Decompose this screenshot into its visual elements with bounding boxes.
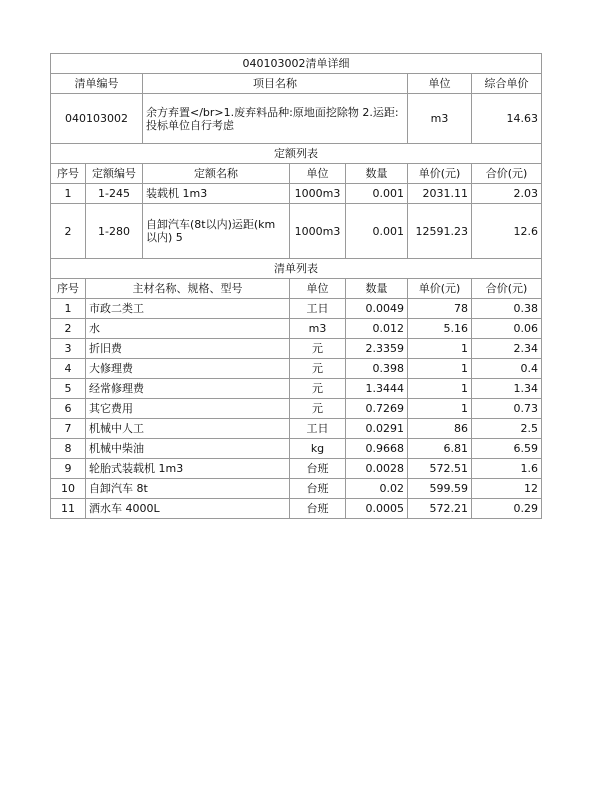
material-name: 机械中人工 — [86, 419, 290, 439]
material-qty: 0.012 — [346, 319, 408, 339]
material-qty: 2.3359 — [346, 339, 408, 359]
material-no: 9 — [51, 459, 86, 479]
material-total: 0.29 — [472, 499, 542, 519]
material-unit: m3 — [290, 319, 346, 339]
material-name: 经常修理费 — [86, 379, 290, 399]
material-total: 1.34 — [472, 379, 542, 399]
material-no: 2 — [51, 319, 86, 339]
sheet-title: 040103002清单详细 — [51, 54, 542, 74]
quota-title-row — [51, 144, 542, 164]
material-row — [51, 299, 542, 319]
item-name: 余方弃置</br>1.废弃料品种:原地面挖除物 2.运距:投标单位自行考虑 — [143, 94, 408, 144]
quota-col-code: 定额编号 — [86, 164, 143, 184]
quota-code: 1-245 — [86, 184, 143, 204]
material-total: 2.34 — [472, 339, 542, 359]
material-total: 2.5 — [472, 419, 542, 439]
material-unit: 元 — [290, 379, 346, 399]
quota-header-row — [51, 164, 542, 184]
material-section-title: 清单列表 — [51, 259, 542, 279]
header-row — [51, 74, 542, 94]
material-total: 0.4 — [472, 359, 542, 379]
material-price: 5.16 — [408, 319, 472, 339]
material-price: 1 — [408, 359, 472, 379]
material-price: 1 — [408, 379, 472, 399]
material-name: 洒水车 4000L — [86, 499, 290, 519]
quota-name: 装载机 1m3 — [143, 184, 290, 204]
material-qty: 0.0049 — [346, 299, 408, 319]
material-no: 1 — [51, 299, 86, 319]
material-no: 5 — [51, 379, 86, 399]
material-unit: 台班 — [290, 459, 346, 479]
quota-price: 12591.23 — [408, 204, 472, 259]
material-qty: 0.0005 — [346, 499, 408, 519]
quota-no: 1 — [51, 184, 86, 204]
material-no: 11 — [51, 499, 86, 519]
quota-col-name: 定额名称 — [143, 164, 290, 184]
quota-col-unit: 单位 — [290, 164, 346, 184]
material-row — [51, 379, 542, 399]
material-header-row — [51, 279, 542, 299]
material-total: 0.73 — [472, 399, 542, 419]
material-unit: 元 — [290, 359, 346, 379]
material-qty: 1.3444 — [346, 379, 408, 399]
material-unit: 台班 — [290, 479, 346, 499]
material-col-qty: 数量 — [346, 279, 408, 299]
quota-code: 1-280 — [86, 204, 143, 259]
material-no: 8 — [51, 439, 86, 459]
material-row — [51, 419, 542, 439]
material-qty: 0.7269 — [346, 399, 408, 419]
material-row — [51, 319, 542, 339]
material-no: 10 — [51, 479, 86, 499]
material-unit: 元 — [290, 399, 346, 419]
quota-no: 2 — [51, 204, 86, 259]
material-qty: 0.0291 — [346, 419, 408, 439]
detail-sheet — [50, 53, 542, 519]
material-col-total: 合价(元) — [472, 279, 542, 299]
quota-col-no: 序号 — [51, 164, 86, 184]
material-unit: 工日 — [290, 299, 346, 319]
material-name: 水 — [86, 319, 290, 339]
item-row — [51, 94, 542, 144]
quota-qty: 0.001 — [346, 184, 408, 204]
material-total: 6.59 — [472, 439, 542, 459]
quota-unit: 1000m3 — [290, 184, 346, 204]
material-title-row — [51, 259, 542, 279]
material-row — [51, 439, 542, 459]
quota-name: 自卸汽车(8t以内)运距(km以内) 5 — [143, 204, 290, 259]
quota-total: 12.6 — [472, 204, 542, 259]
material-name: 大修理费 — [86, 359, 290, 379]
material-price: 572.51 — [408, 459, 472, 479]
material-qty: 0.02 — [346, 479, 408, 499]
code-header: 清单编号 — [51, 74, 143, 94]
quota-row — [51, 184, 542, 204]
material-qty: 0.9668 — [346, 439, 408, 459]
material-unit: 台班 — [290, 499, 346, 519]
material-col-name: 主材名称、规格、型号 — [86, 279, 290, 299]
material-row — [51, 359, 542, 379]
material-qty: 0.0028 — [346, 459, 408, 479]
quota-col-total: 合价(元) — [472, 164, 542, 184]
item-price: 14.63 — [472, 94, 542, 144]
quota-qty: 0.001 — [346, 204, 408, 259]
material-total: 0.38 — [472, 299, 542, 319]
quota-col-qty: 数量 — [346, 164, 408, 184]
material-col-price: 单价(元) — [408, 279, 472, 299]
material-price: 78 — [408, 299, 472, 319]
quota-section-title: 定额列表 — [51, 144, 542, 164]
quota-col-price: 单价(元) — [408, 164, 472, 184]
material-name: 折旧费 — [86, 339, 290, 359]
material-price: 86 — [408, 419, 472, 439]
material-no: 7 — [51, 419, 86, 439]
material-total: 1.6 — [472, 459, 542, 479]
material-total: 12 — [472, 479, 542, 499]
material-total: 0.06 — [472, 319, 542, 339]
material-row — [51, 399, 542, 419]
quota-unit: 1000m3 — [290, 204, 346, 259]
material-no: 3 — [51, 339, 86, 359]
material-price: 599.59 — [408, 479, 472, 499]
material-name: 市政二类工 — [86, 299, 290, 319]
material-name: 其它费用 — [86, 399, 290, 419]
material-unit: kg — [290, 439, 346, 459]
material-price: 1 — [408, 399, 472, 419]
material-row — [51, 459, 542, 479]
material-row — [51, 499, 542, 519]
material-price: 572.21 — [408, 499, 472, 519]
material-row — [51, 339, 542, 359]
material-unit: 元 — [290, 339, 346, 359]
material-price: 6.81 — [408, 439, 472, 459]
quota-total: 2.03 — [472, 184, 542, 204]
material-col-no: 序号 — [51, 279, 86, 299]
item-code: 040103002 — [51, 94, 143, 144]
material-unit: 工日 — [290, 419, 346, 439]
quota-row — [51, 204, 542, 259]
material-qty: 0.398 — [346, 359, 408, 379]
material-name: 自卸汽车 8t — [86, 479, 290, 499]
material-row — [51, 479, 542, 499]
title-row — [51, 54, 542, 74]
material-name: 轮胎式装载机 1m3 — [86, 459, 290, 479]
item-unit: m3 — [408, 94, 472, 144]
quota-price: 2031.11 — [408, 184, 472, 204]
material-price: 1 — [408, 339, 472, 359]
name-header: 项目名称 — [143, 74, 408, 94]
unit-header: 单位 — [408, 74, 472, 94]
material-name: 机械中柴油 — [86, 439, 290, 459]
material-no: 4 — [51, 359, 86, 379]
material-no: 6 — [51, 399, 86, 419]
price-header: 综合单价 — [472, 74, 542, 94]
material-col-unit: 单位 — [290, 279, 346, 299]
